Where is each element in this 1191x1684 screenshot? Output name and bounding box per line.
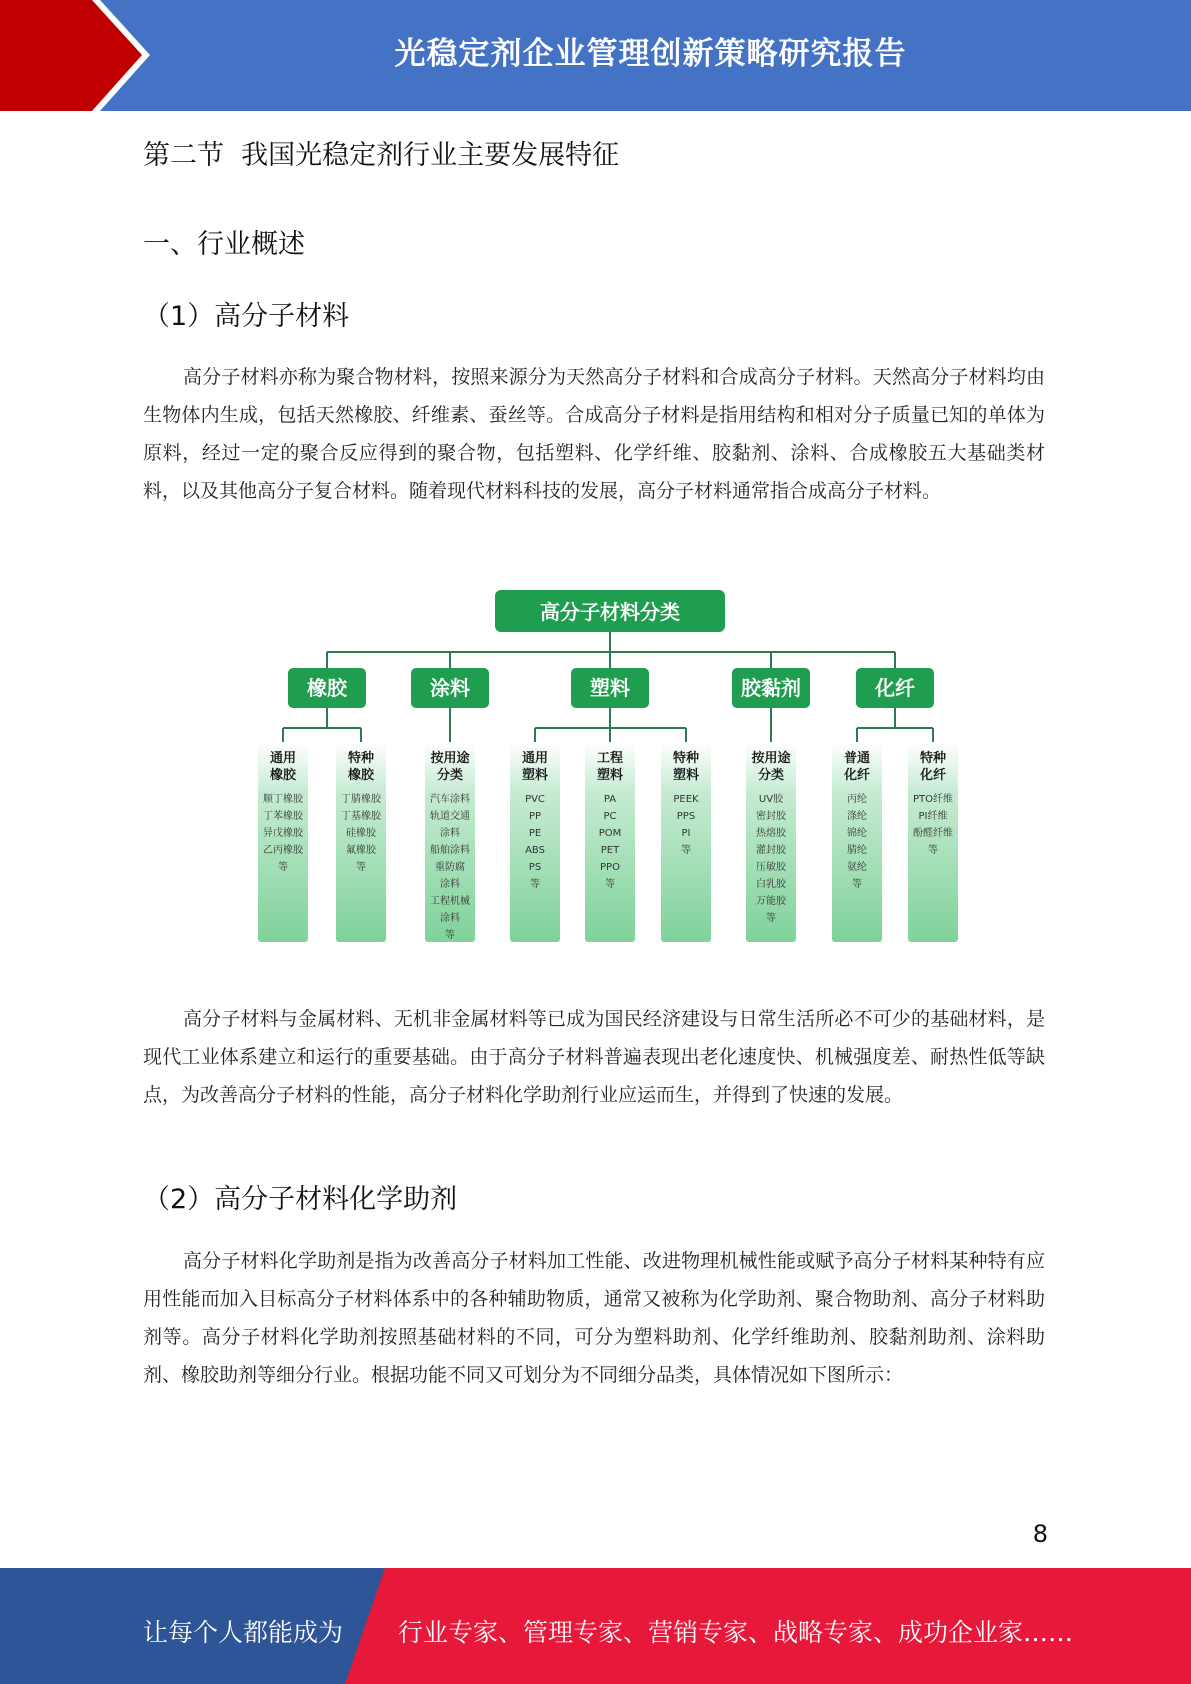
leaf-item: 乙丙橡胶	[263, 845, 303, 856]
subheading-polymer-materials: （1）高分子材料	[143, 301, 350, 332]
leaf-item: 顺丁橡胶	[263, 794, 303, 805]
header-red-chevron	[0, 0, 150, 111]
leaf-item: 重防腐	[435, 862, 465, 873]
leaf-title: 分类	[757, 768, 785, 783]
leaf-item: 腈纶	[847, 845, 867, 856]
footer-slogan-right: 行业专家、管理专家、营销专家、战略专家、成功企业家……	[398, 1618, 1074, 1647]
leaf-title: 通用	[521, 751, 549, 766]
leaf-title: 工程	[596, 751, 624, 766]
leaf-item: PET	[600, 845, 620, 856]
page-footer	[0, 1568, 1191, 1684]
leaf-item: PC	[603, 811, 617, 822]
paragraph-chemical-additives: 高分子材料化学助剂是指为改善高分子材料加工性能、改进物理机械性能或赋予高分子材料某种特有应用性能而加入目标高分子材料体系中的各种辅助物质，通常又被称为化学助剂、聚合物助剂、高分子材料助剂等。高分子材料化学助剂按照基础材料的不同，可分为塑料助剂、化学纤维助剂、胶黏剂助剂、涂料助剂、橡胶助剂等细分行业。根据功能不同又可划分为不同细分品类，具体情况如下图所示：	[143, 1250, 1045, 1386]
leaf-item: 等	[605, 879, 615, 890]
leaf-item: PPS	[676, 811, 696, 822]
page-header	[0, 0, 1191, 111]
leaf-item: 氨纶	[847, 862, 867, 873]
heading-overview: 一、行业概述	[143, 229, 305, 260]
header-title: 光稳定剂企业管理创新策略研究报告	[394, 36, 907, 72]
category-node-label: 橡胶	[307, 676, 347, 700]
leaf-item: 丁基橡胶	[341, 811, 381, 822]
category-node-label: 塑料	[590, 676, 630, 700]
leaf-item: PVC	[525, 794, 545, 805]
leaf-title: 按用途	[751, 751, 791, 766]
leaf-item: 等	[681, 845, 691, 856]
leaf-item: POM	[598, 828, 622, 839]
leaf-title: 特种	[347, 751, 375, 766]
leaf-item: 涤纶	[847, 811, 867, 822]
leaf-item: PI	[681, 828, 691, 839]
leaf-item: ABS	[525, 845, 545, 856]
leaf-item: 等	[852, 879, 862, 890]
leaf-title: 按用途	[430, 751, 470, 766]
category-node-label: 胶黏剂	[741, 676, 801, 700]
leaf-item: 涂料	[440, 913, 460, 924]
leaf-item: 涂料	[440, 879, 460, 890]
leaf-item: 压敏胶	[756, 862, 786, 873]
leaf-item: 等	[445, 930, 455, 941]
leaf-item: UV胶	[758, 794, 784, 805]
footer-slogan-left: 让每个人都能成为	[143, 1618, 344, 1647]
paragraph-polymer-importance: 高分子材料与金属材料、无机非金属材料等已成为国民经济建设与日常生活所必不可少的基础材料，是现代工业体系建立和运行的重要基础。由于高分子材料普遍表现出老化速度快、机械强度差、耐热性低等缺点，为改善高分子材料的性能，高分子材料化学助剂行业应运而生，并得到了快速的发展。	[143, 1008, 1045, 1106]
leaf-title: 特种	[672, 751, 700, 766]
leaf-title: 普通	[843, 751, 871, 766]
section-title: 第二节 我国光稳定剂行业主要发展特征	[143, 140, 620, 171]
leaf-title: 橡胶	[269, 768, 297, 783]
leaf-item: 热熔胶	[756, 828, 786, 839]
subheading-chemical-additives: （2）高分子材料化学助剂	[143, 1184, 458, 1215]
paragraph-polymer-materials: 高分子材料亦称为聚合物材料，按照来源分为天然高分子材料和合成高分子材料。天然高分子材料均由生物体内生成，包括天然橡胶、纤维素、蚕丝等。合成高分子材料是指用结构和相对分子质量已知的单体为原料，经过一定的聚合反应得到的聚合物，包括塑料、化学纤维、胶黏剂、涂料、合成橡胶五大基础类材料，以及其他高分子复合材料。随着现代材料科技的发展，高分子材料通常指合成高分子材料。	[143, 366, 1045, 502]
category-node-label: 涂料	[430, 676, 470, 700]
leaf-item: 丙纶	[847, 794, 867, 805]
leaf-item: PS	[528, 862, 542, 873]
page-number: 8	[1032, 1520, 1048, 1548]
leaf-item: PPO	[600, 862, 620, 873]
leaf-item: 密封胶	[756, 811, 786, 822]
leaf-item: 酚醛纤维	[913, 828, 953, 839]
leaf-title: 特种	[919, 751, 947, 766]
leaf-item: 等	[766, 913, 776, 924]
leaf-item: 异戊橡胶	[263, 828, 303, 839]
leaf-title: 塑料	[596, 768, 624, 783]
category-node-label: 化纤	[875, 676, 915, 700]
leaf-item: 锦纶	[847, 828, 867, 839]
leaf-title: 通用	[269, 751, 297, 766]
leaf-item: 灌封胶	[756, 845, 786, 856]
leaf-title: 橡胶	[347, 768, 375, 783]
leaf-item: 硅橡胶	[346, 828, 376, 839]
leaf-item: PTO纤维	[912, 794, 954, 805]
leaf-item: 汽车涂料	[430, 794, 470, 805]
leaf-item: 等	[530, 879, 540, 890]
root-node-label: 高分子材料分类	[540, 600, 680, 624]
leaf-title: 化纤	[919, 768, 947, 783]
leaf-item: 白乳胶	[756, 879, 786, 890]
leaf-item: 等	[356, 862, 366, 873]
leaf-item: 等	[928, 845, 938, 856]
leaf-item: PA	[603, 794, 617, 805]
leaf-item: 等	[278, 862, 288, 873]
leaf-title: 化纤	[843, 768, 871, 783]
leaf-item: 万能胶	[756, 896, 786, 907]
leaf-item: PE	[528, 828, 542, 839]
leaf-item: 丁腈橡胶	[341, 794, 381, 805]
leaf-item: PI纤维	[918, 811, 948, 822]
polymer-classification-diagram	[240, 580, 980, 960]
leaf-item: 丁苯橡胶	[263, 811, 303, 822]
leaf-item: 轨道交通	[430, 811, 470, 822]
leaf-title: 分类	[436, 768, 464, 783]
leaf-title: 塑料	[521, 768, 549, 783]
leaf-title: 塑料	[672, 768, 700, 783]
leaf-item: 工程机械	[430, 896, 470, 907]
leaf-item: PEEK	[673, 794, 699, 805]
leaf-item: 涂料	[440, 828, 460, 839]
leaf-item: 船舶涂料	[430, 845, 470, 856]
leaf-item: 氟橡胶	[346, 845, 376, 856]
leaf-item: PP	[528, 811, 542, 822]
